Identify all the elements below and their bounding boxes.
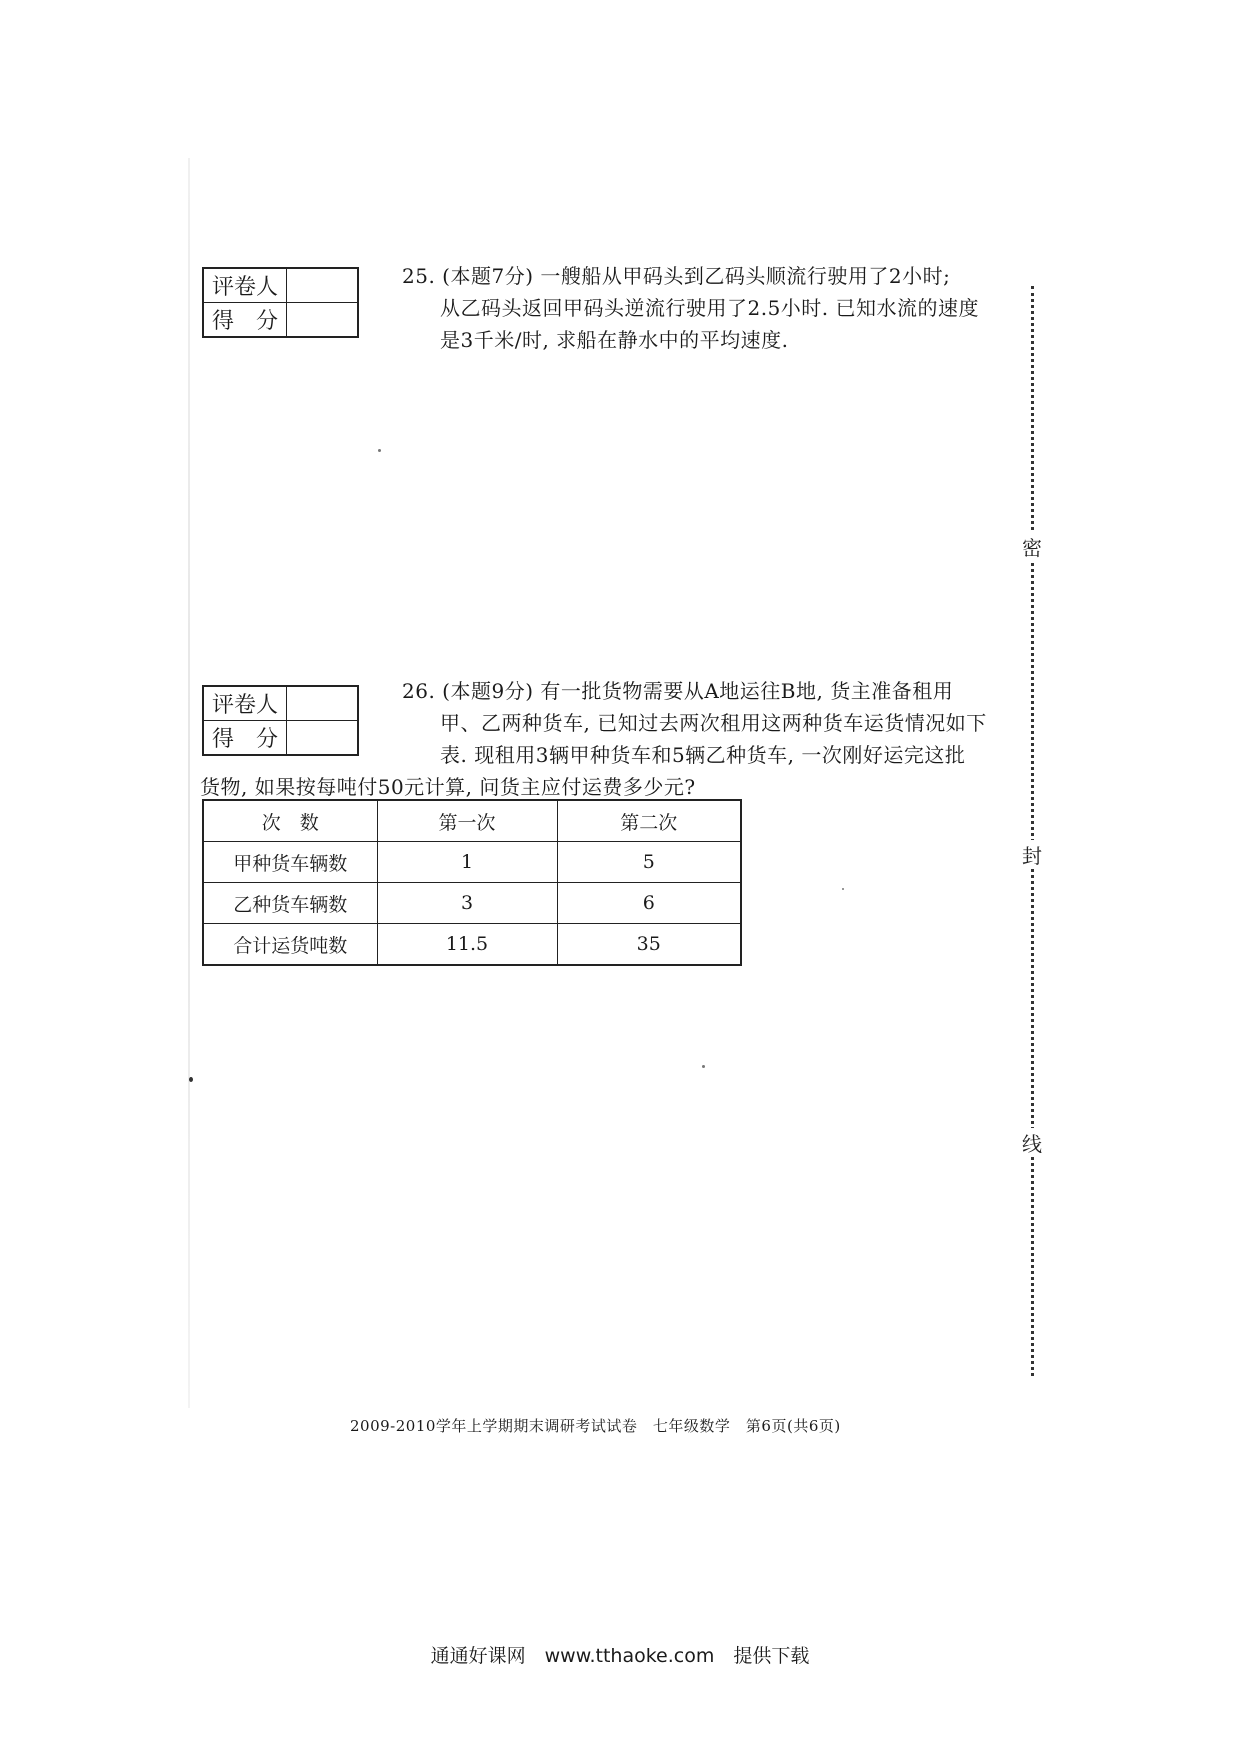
- question-26-line-4: 货物, 如果按每吨付50元计算, 问货主应付运费多少元?: [200, 775, 696, 799]
- question-25-line-3: 是3千米/时, 求船在静水中的平均速度.: [440, 328, 789, 352]
- download-note: 通通好课网 www.tthaoke.com 提供下载: [430, 1645, 810, 1667]
- binding-char-line: 线: [1018, 1128, 1046, 1157]
- table-header-cell: 第二次: [557, 800, 741, 842]
- score-blank: [287, 303, 359, 338]
- table-row: [203, 842, 741, 883]
- table-cell: 11.5: [377, 924, 557, 966]
- binding-char-seal: 密: [1018, 532, 1046, 561]
- table-header-cell: 次 数: [203, 800, 377, 842]
- grader-label: 评卷人: [203, 686, 287, 721]
- table-cell: 35: [557, 924, 741, 966]
- scan-speck: [378, 449, 381, 452]
- scan-speck: [842, 888, 844, 890]
- grader-box-q26: [202, 685, 359, 756]
- question-26-line-1: 26. (本题9分) 有一批货物需要从A地运往B地, 货主准备租用: [402, 679, 954, 703]
- table-row: [203, 924, 741, 966]
- table-cell: 甲种货车辆数: [203, 842, 377, 883]
- binding-char-sealed: 封: [1018, 840, 1046, 869]
- exam-footer: 2009-2010学年上学期期末调研考试试卷 七年级数学 第6页(共6页): [350, 1417, 841, 1435]
- question-25-line-1: 25. (本题7分) 一艘船从甲码头到乙码头顺流行驶用了2小时;: [402, 264, 951, 288]
- scan-speck: [189, 1077, 193, 1082]
- grader-blank: [287, 268, 359, 303]
- table-header-cell: 第一次: [377, 800, 557, 842]
- shipment-table: [202, 799, 742, 966]
- table-row: [203, 883, 741, 924]
- table-cell: 合计运货吨数: [203, 924, 377, 966]
- grader-label: 评卷人: [203, 268, 287, 303]
- table-cell: 3: [377, 883, 557, 924]
- scan-speck: [702, 1065, 705, 1068]
- binding-dotted-line: [1031, 286, 1034, 1376]
- table-header-row: [203, 800, 741, 842]
- table-cell: 6: [557, 883, 741, 924]
- grader-blank: [287, 686, 359, 721]
- table-cell: 1: [377, 842, 557, 883]
- score-label: 得 分: [203, 721, 287, 756]
- grader-box-q25: [202, 267, 359, 338]
- table-cell: 5: [557, 842, 741, 883]
- score-blank: [287, 721, 359, 756]
- scan-shadow-edge: [188, 158, 190, 1408]
- table-cell: 乙种货车辆数: [203, 883, 377, 924]
- question-25-line-2: 从乙码头返回甲码头逆流行驶用了2.5小时. 已知水流的速度: [440, 296, 980, 320]
- score-label: 得 分: [203, 303, 287, 338]
- question-26-line-2: 甲、乙两种货车, 已知过去两次租用这两种货车运货情况如下: [440, 711, 987, 735]
- question-26-line-3: 表. 现租用3辆甲种货车和5辆乙种货车, 一次刚好运完这批: [440, 743, 966, 767]
